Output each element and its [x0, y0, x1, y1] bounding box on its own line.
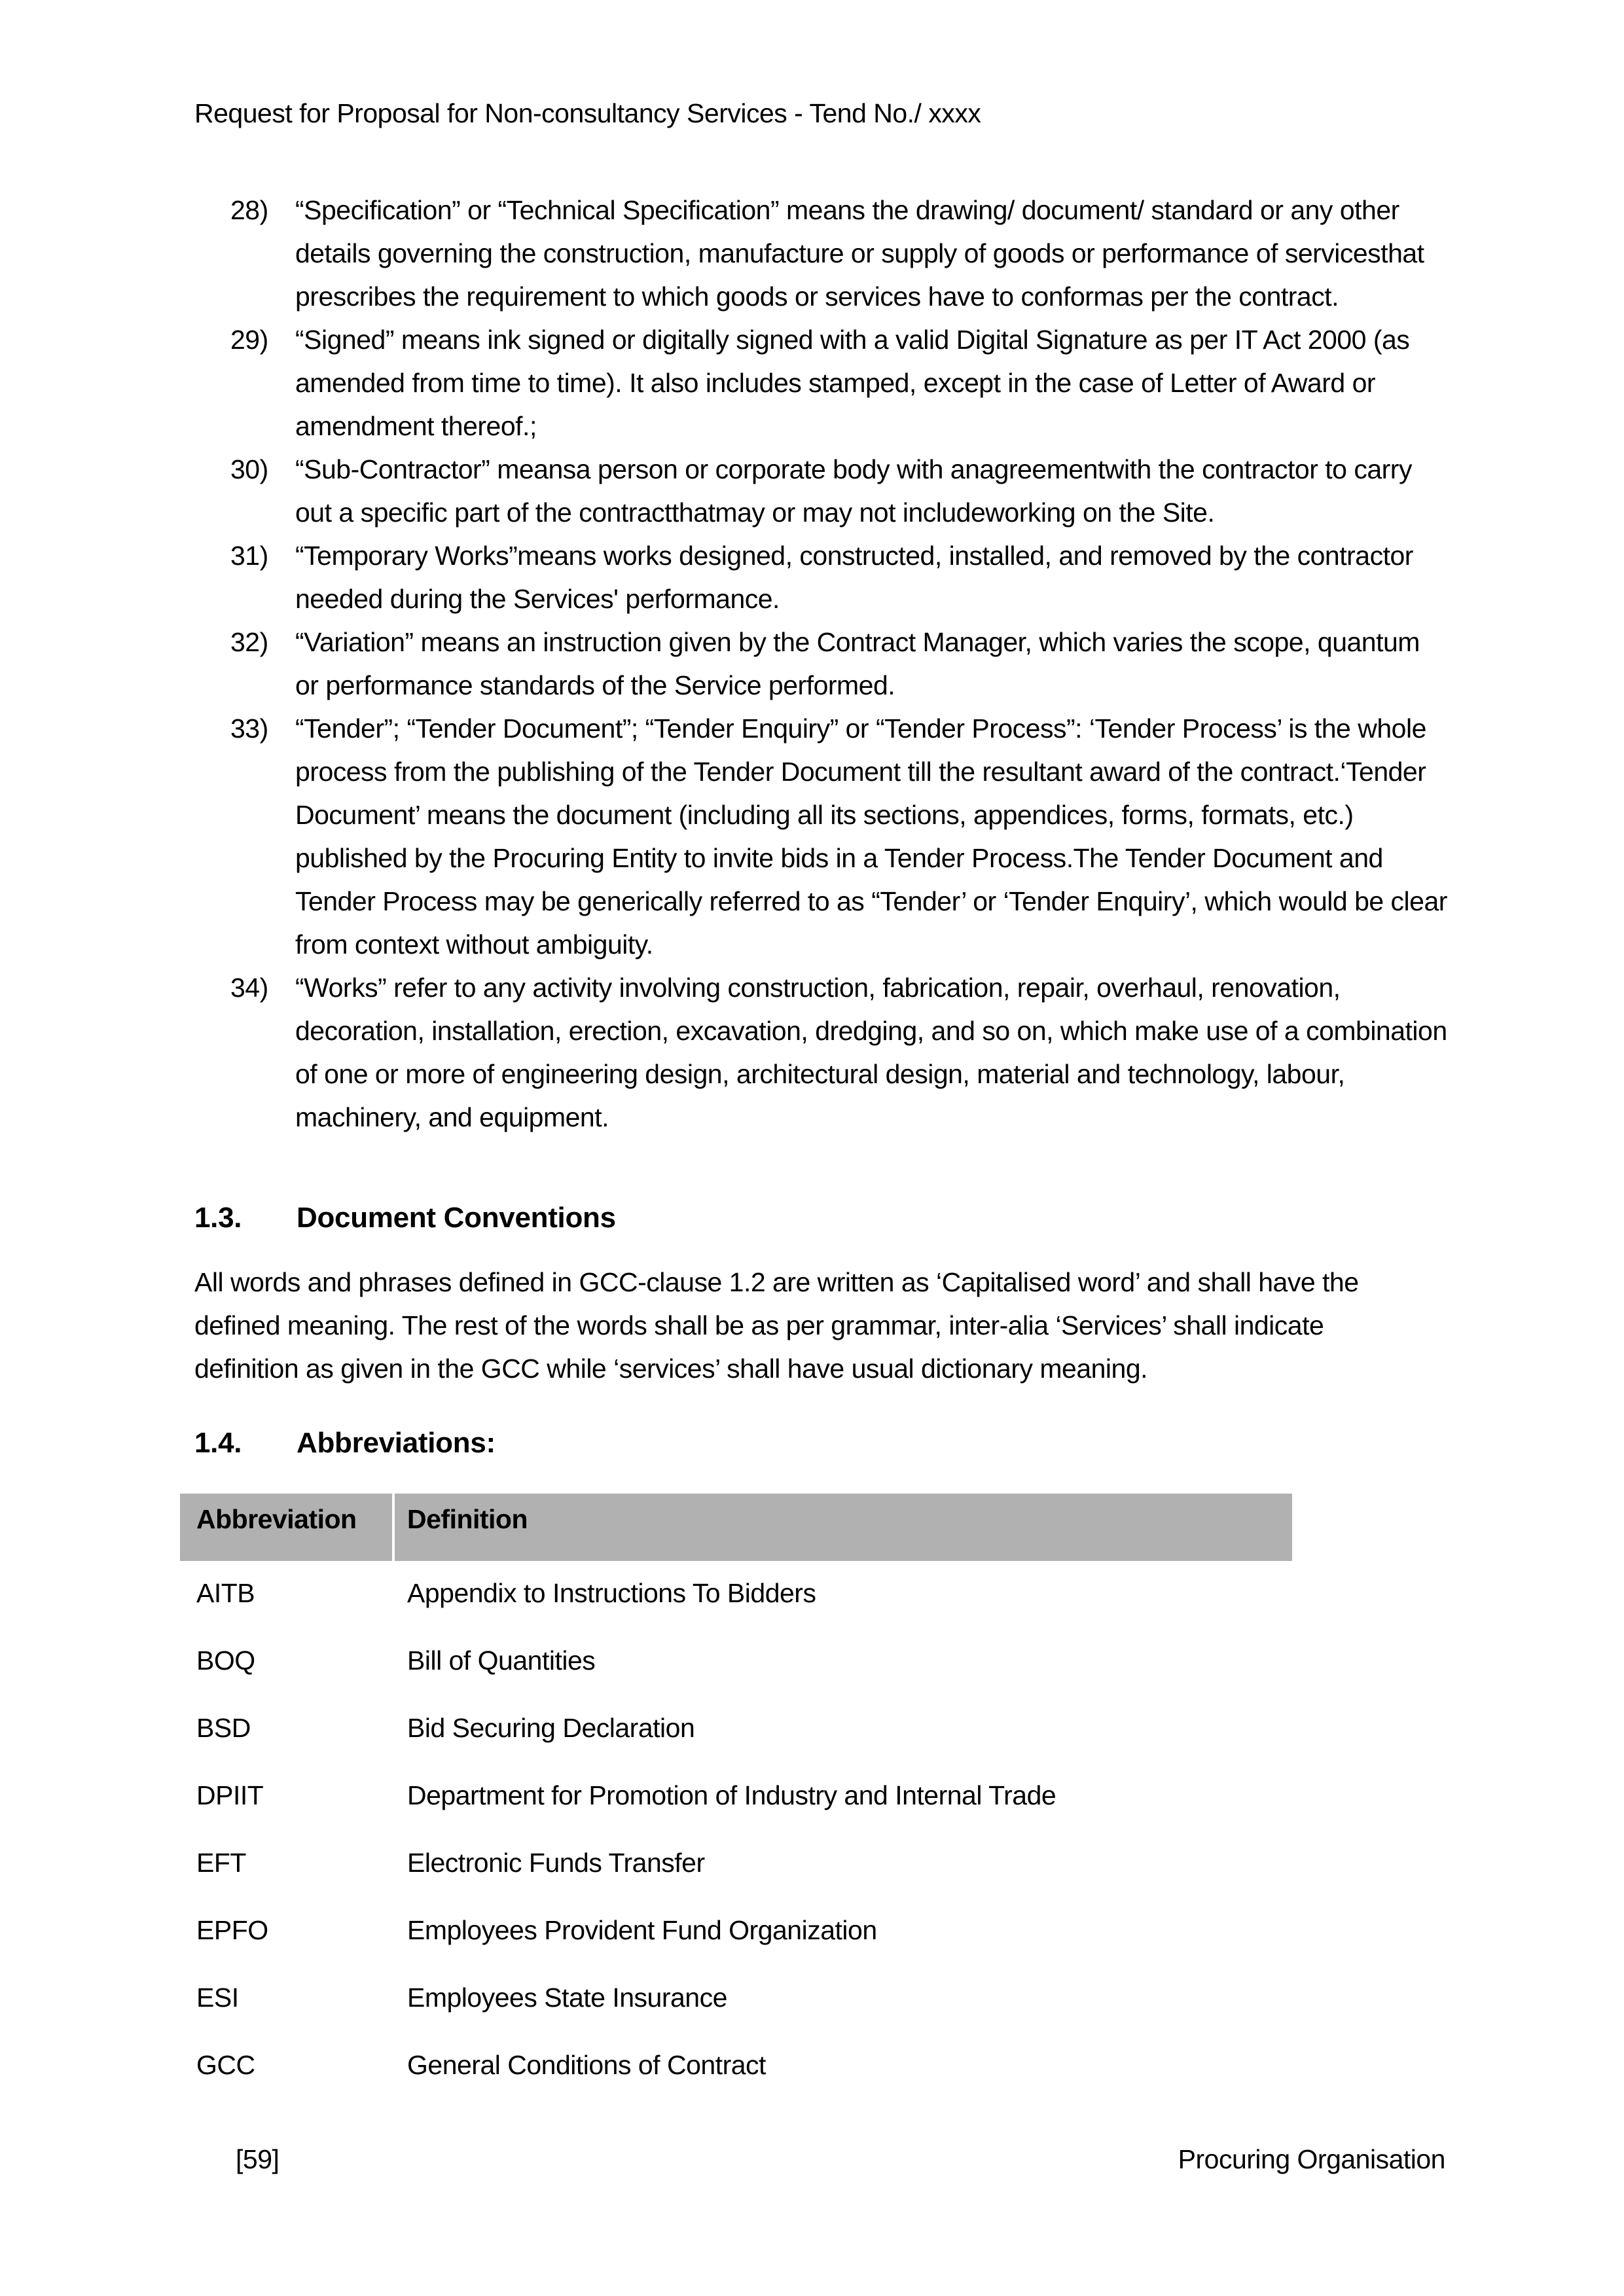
abbreviation-cell: BSD [196, 1713, 251, 1743]
footer-organisation-label: Procuring Organisation [1178, 2144, 1445, 2174]
abbreviation-cell: ESI [196, 1982, 239, 2013]
document-title: Request for Proposal for Non-consultancy Services - Tend No./ xxxx [194, 98, 981, 128]
definition-number: 33) [230, 713, 268, 744]
column-header-definition: Definition [407, 1504, 528, 1534]
section-heading-document-conventions [194, 1202, 616, 1234]
table-row-epfo [180, 1898, 1292, 1965]
table-row-bsd [180, 1696, 1292, 1763]
definition-item-32 [230, 620, 1449, 707]
definition-text: “Signed” means ink signed or digitally signed with a valid Digital Signature as per IT Act 2000 (as amended from time to time). It also includes stamped, except in the case of Letter of Award or amendment thereof.; [295, 325, 1410, 441]
definition-cell: Bill of Quantities [407, 1645, 596, 1676]
definition-cell: General Conditions of Contract [407, 2050, 766, 2080]
definition-number: 32) [230, 627, 268, 657]
table-row-gcc [180, 2033, 1292, 2100]
definition-item-31 [230, 534, 1449, 620]
section-number: 1.4. [194, 1427, 242, 1459]
table-row-esi [180, 1965, 1292, 2033]
definition-item-28 [230, 188, 1449, 318]
abbreviation-cell: DPIIT [196, 1780, 264, 1810]
definition-text: “Temporary Works”means works designed, constructed, installed, and removed by the contractor needed during the Services' performance. [295, 541, 1413, 614]
table-row-boq [180, 1628, 1292, 1696]
section-title: Abbreviations: [297, 1427, 496, 1459]
definition-number: 29) [230, 325, 268, 355]
definition-text: “Tender”; “Tender Document”; “Tender Enquiry” or “Tender Process”: ‘Tender Process’ is the whole process from the publishing of the Tender Document till the resultant award of the contract.‘Tender Document’ means the document (including all its sections, appendices, forms, formats, etc.) published by the Procuring Entity to invite bids in a Tender Process.The Tender Document and Tender Process may be generically referred to as “Tender’ or ‘Tender Enquiry’, which would be clear from context without ambiguity. [295, 713, 1447, 960]
document-conventions-paragraph: All words and phrases defined in GCC-clause 1.2 are written as ‘Capitalised word’ and shall have the defined meaning. The rest of the words shall be as per grammar, inter-alia ‘Services’ shall indicate definition as given in the GCC while ‘services’ shall have usual dictionary meaning. [194, 1267, 1359, 1384]
definition-text: “Sub-Contractor” meansa person or corporate body with anagreementwith the contractor to carry out a specific part of the contractthatmay or may not includeworking on the Site. [295, 454, 1412, 528]
definition-item-30 [230, 448, 1449, 534]
table-row-aitb [180, 1561, 1292, 1628]
section-heading-abbreviations [194, 1427, 496, 1460]
definition-text: “Specification” or “Technical Specification” means the drawing/ document/ standard or any other details governing the construction, manufacture or supply of goods or performance of servicesthat prescribes the requirement to which goods or services have to conformas per the contract. [295, 195, 1424, 312]
definition-cell: Employees State Insurance [407, 1982, 727, 2013]
abbreviation-cell: AITB [196, 1578, 255, 1608]
definition-number: 30) [230, 454, 268, 484]
definition-text: “Variation” means an instruction given by the Contract Manager, which varies the scope, quantum or performance standards of the Service performed. [295, 627, 1420, 700]
abbreviation-cell: BOQ [196, 1645, 255, 1676]
abbreviation-cell: EPFO [196, 1915, 268, 1945]
section-title: Document Conventions [297, 1202, 616, 1234]
definition-cell: Department for Promotion of Industry and Internal Trade [407, 1780, 1056, 1810]
abbreviation-cell: EFT [196, 1848, 246, 1878]
definitions-list [230, 188, 1449, 1139]
section-number: 1.3. [194, 1202, 242, 1234]
definition-item-29 [230, 318, 1449, 448]
definition-item-33 [230, 707, 1449, 966]
abbreviation-cell: GCC [196, 2050, 255, 2080]
column-header-abbreviation: Abbreviation [180, 1494, 395, 1561]
definition-cell: Employees Provident Fund Organization [407, 1915, 877, 1945]
table-row-eft [180, 1831, 1292, 1898]
abbreviations-table [180, 1494, 1292, 2100]
table-header-row [180, 1494, 1292, 1561]
definition-number: 34) [230, 973, 268, 1003]
table-row-dpiit [180, 1763, 1292, 1831]
definition-cell: Bid Securing Declaration [407, 1713, 695, 1743]
definition-item-34 [230, 966, 1449, 1139]
definition-cell: Appendix to Instructions To Bidders [407, 1578, 816, 1608]
page-number: [59] [236, 2144, 280, 2174]
definition-text: “Works” refer to any activity involving construction, fabrication, repair, overhaul, renovation, decoration, installation, erection, excavation, dredging, and so on, which make use of a combination of one or more of engineering design, architectural design, material and technology, labour, machinery, and equipment. [295, 973, 1447, 1132]
definition-cell: Electronic Funds Transfer [407, 1848, 705, 1878]
definition-number: 28) [230, 195, 268, 225]
definition-number: 31) [230, 541, 268, 571]
